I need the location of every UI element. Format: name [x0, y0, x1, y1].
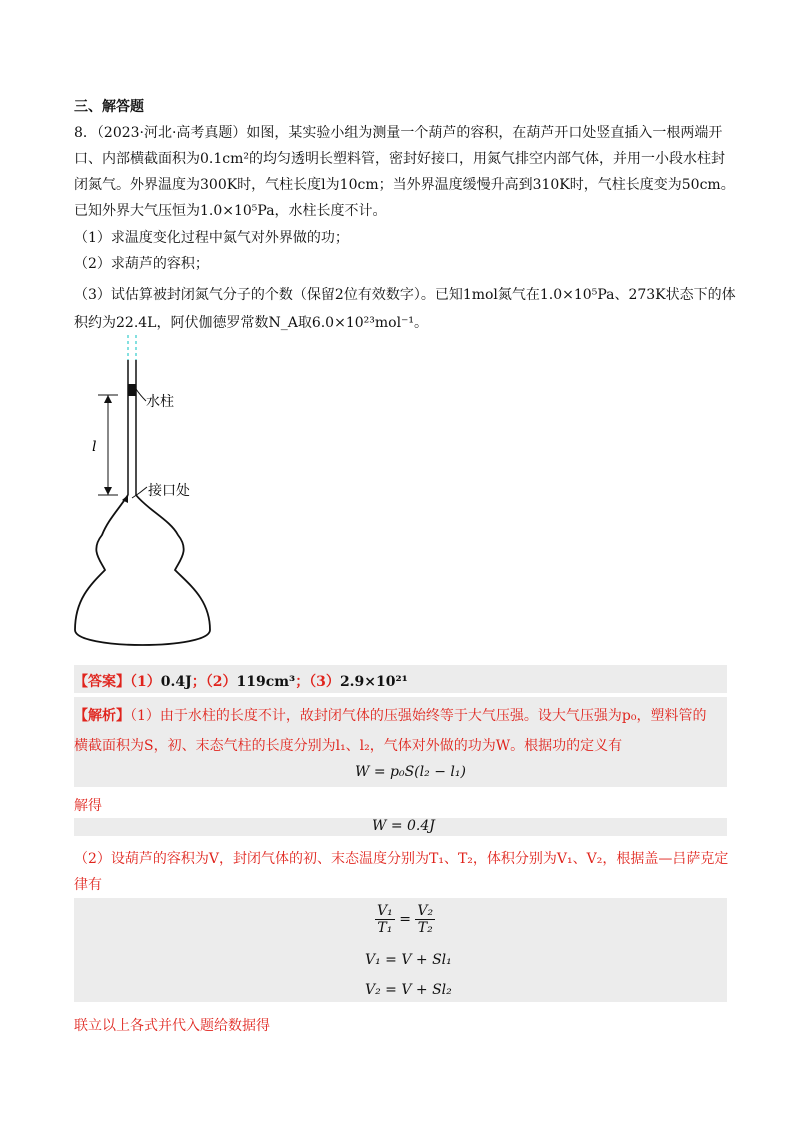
solve-label: 解得	[74, 798, 102, 814]
answer-value: 119cm³	[236, 674, 296, 690]
answer-item: ；（2）	[191, 674, 237, 690]
section-title: 三、解答题	[74, 99, 144, 115]
analysis-line: （2）设葫芦的容积为V，封闭气体的初、末态温度分别为T₁、T₂，体积分别为V₁、V₂，根据盖—吕萨克定	[74, 851, 729, 867]
equation-work: W = p₀S(l₂ − l₁)	[355, 764, 466, 780]
final-line: 联立以上各式并代入题给数据得	[74, 1018, 270, 1034]
water-column	[128, 384, 136, 396]
question-line: （3）试估算被封闭氮气分子的个数（保留2位有效数字）。已知1mol氮气在1.0×10⁵Pa、273K状态下的体	[74, 287, 736, 303]
gourd-outline	[75, 495, 210, 645]
answer-value: 0.4J	[160, 674, 192, 690]
answer-item: （1）	[130, 674, 161, 690]
analysis-line: 律有	[74, 877, 102, 893]
question-line: 8．（2023·河北·高考真题）如图，某实验小组为测量一个葫芦的容积，在葫芦开口处竖直插入一根两端开	[74, 125, 723, 141]
equation-result: W = 0.4J	[372, 818, 435, 834]
label-water: 水柱	[146, 394, 174, 410]
analysis-tag: 【解析】	[74, 708, 130, 724]
label-l: l	[92, 439, 97, 455]
question-line: （1）求温度变化过程中氮气对外界做的功；	[74, 230, 349, 246]
answer-tag: 【答案】	[74, 674, 130, 690]
equation-gay-lussac: $\frac{\text{V₁}}{\text{T₁}}$ = $\frac{\text{V₂}}{\text{T₂}}$	[377, 903, 434, 936]
equation-v1: V₁ = V + Sl₁	[365, 952, 452, 968]
analysis-line	[74, 705, 706, 725]
answer-value: 2.9×10²¹	[339, 674, 408, 690]
answer-item: ；（3）	[295, 674, 340, 690]
answer-line	[74, 671, 408, 691]
question-line: （2）求葫芦的容积；	[74, 256, 209, 272]
question-line: 口、内部横截面积为0.1cm²的均匀透明长塑料管，密封好接口，用氮气排空内部气体，并用一小段水柱封	[74, 151, 725, 167]
equation-v2: V₂ = V + Sl₂	[365, 982, 452, 998]
question-line: 已知外界大气压恒为1.0×10⁵Pa，水柱长度不计。	[74, 203, 387, 219]
analysis-text: （1）由于水柱的长度不计，故封闭气体的压强始终等于大气压强。设大气压强为p₀，塑料管的	[130, 708, 707, 724]
label-joint: 接口处	[148, 483, 190, 499]
question-line: 积约为22.4L，阿伏伽德罗常数N_A取6.0×10²³mol⁻¹。	[74, 315, 429, 331]
gourd-figure	[60, 335, 300, 665]
analysis-line: 横截面积为S，初、末态气柱的长度分别为l₁、l₂，气体对外做的功为W。根据功的定义有	[74, 738, 623, 754]
question-line: 闭氮气。外界温度为300K时，气柱长度l为10cm；当外界温度缓慢升高到310K时，气柱长度变为50cm。	[74, 177, 735, 193]
